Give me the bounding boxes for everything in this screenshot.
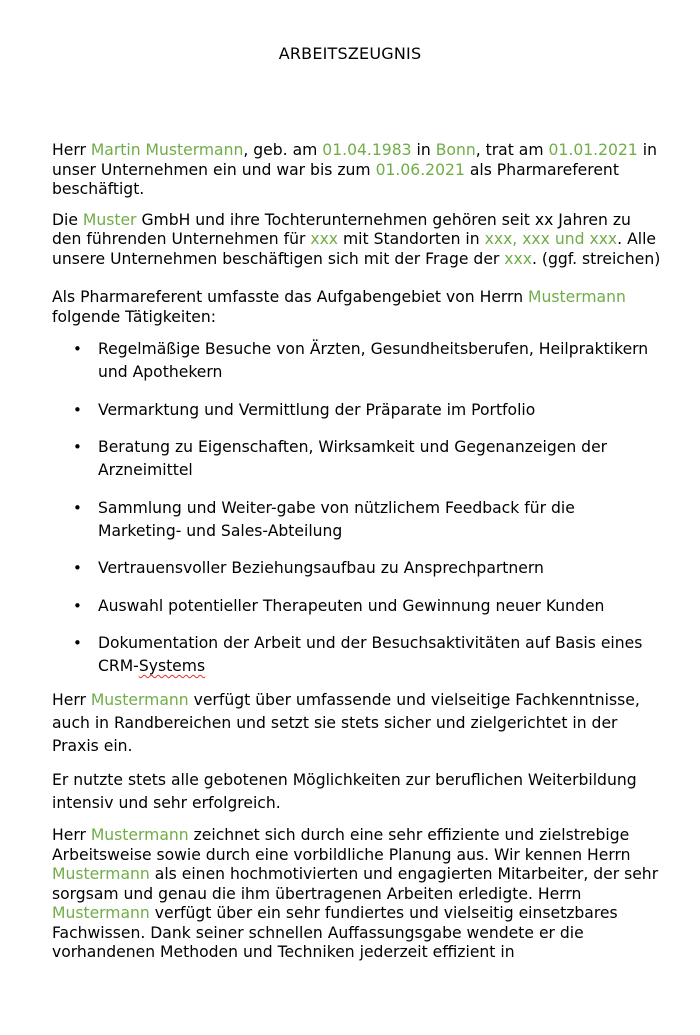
- end-date: 01.06.2021: [375, 160, 465, 179]
- text-segment: . Alle unsere Unternehmen beschäftigen sich mit der Frage der: [52, 230, 656, 268]
- bullet-icon: •: [73, 559, 82, 577]
- list-item: [52, 557, 662, 580]
- task-text: Beratung zu Eigenschaften, Wirksamkeit und Gegenanzeigen der Arzneimittel: [98, 438, 608, 479]
- task-list: [52, 338, 662, 678]
- list-item: [52, 632, 662, 678]
- employee-surname: Mustermann: [90, 826, 189, 844]
- employee-name: Martin Mustermann: [90, 141, 244, 159]
- skills-paragraph: [52, 689, 662, 758]
- start-date: 01.01.2021: [548, 141, 638, 159]
- text-segment: Herr: [52, 141, 91, 159]
- text-segment: Die: [52, 210, 83, 229]
- text-segment: GmbH und ihre Tochterunternehmen gehören seit xx Jahren zu den führenden Unternehmen für: [52, 210, 631, 248]
- bullet-icon: •: [73, 438, 82, 456]
- text-segment: Als Pharmareferent umfasste das Aufgabengebiet von Herrn: [52, 288, 529, 306]
- company-name: Muster: [82, 210, 137, 229]
- text-segment: , geb. am: [243, 141, 323, 159]
- employee-surname: Mustermann: [52, 865, 150, 883]
- employee-surname: Mustermann: [528, 288, 626, 306]
- task-text: Vertrauensvoller Beziehungsaufbau zu Ansprechpartnern: [98, 559, 544, 577]
- performance-paragraph: [52, 826, 662, 963]
- business-field: xxx: [310, 230, 339, 248]
- text-segment: in unser Unternehmen ein und war bis zum: [52, 141, 657, 179]
- task-text: Sammlung und Weiter-gabe von nützlichem Feedback für die Marketing- und Sales-Abteilung: [98, 498, 575, 540]
- bullet-icon: •: [73, 634, 82, 652]
- task-text: Dokumentation der Arbeit und der Besuchsaktivitäten auf Basis eines CRM-: [98, 634, 643, 675]
- text-segment: mit Standorten in: [338, 230, 485, 248]
- text-segment: , trat am: [475, 141, 549, 159]
- list-item: [52, 338, 662, 384]
- birth-place: Bonn: [435, 141, 476, 159]
- employee-surname: Mustermann: [52, 904, 150, 922]
- bullet-icon: •: [73, 340, 82, 358]
- tasks-intro-paragraph: [52, 288, 662, 327]
- text-segment: verfügt über ein sehr fundiertes und vielseitig einsetzbares Fachwissen. Dank seiner schnellen Auffassungsgabe wendete er die vorhandenen Methoden und Techniken jederzeit effizient in: [52, 904, 618, 961]
- task-text: Regelmäßige Besuche von Ärzten, Gesundheitsberufen, Heilpraktikern und Apothekern: [98, 340, 649, 381]
- text-segment: zeichnet sich durch eine sehr effiziente und zielstrebige Arbeitsweise sowie durch eine vorbildliche Planung aus. Wir kennen Herrn: [52, 826, 631, 864]
- text-segment: als einen hochmotivierten und engagierten Mitarbeiter, der sehr sorgsam und genau die ihm übertragenen Arbeiten erledigte. Herrn: [52, 865, 659, 903]
- text-segment: folgende Tätigkeiten:: [52, 307, 217, 326]
- text-segment: Herr: [52, 826, 91, 844]
- list-item: [52, 399, 662, 422]
- text-segment: als Pharmareferent beschäftigt.: [52, 160, 619, 198]
- employee-surname: Mustermann: [90, 691, 189, 709]
- document-title: ARBEITSZEUGNIS: [278, 44, 422, 63]
- bullet-icon: •: [73, 596, 82, 615]
- task-text: Vermarktung und Vermittlung der Präparate im Portfolio: [98, 400, 536, 419]
- birth-date: 01.04.1983: [322, 141, 412, 159]
- training-paragraph: Er nutzte stets alle gebotenen Möglichkeiten zur beruflichen Weiterbildung intensiv und sehr erfolgreich.: [52, 771, 637, 812]
- bullet-icon: •: [73, 498, 82, 517]
- task-text: Auswahl potentieller Therapeuten und Gewinnung neuer Kunden: [98, 596, 605, 615]
- text-segment: in: [411, 141, 436, 159]
- company-paragraph: [52, 211, 662, 270]
- spellcheck-flagged-word: Systems: [138, 657, 206, 675]
- intro-paragraph: [52, 141, 662, 200]
- text-segment: . (ggf. streichen): [531, 249, 661, 268]
- list-item: [52, 497, 662, 543]
- business-question: xxx: [504, 249, 532, 268]
- text-segment: verfügt über umfassende und vielseitige Fachkenntnisse, auch in Randbereichen und setzt sie stets sicher und zielgerichtet in der Praxis ein.: [52, 691, 640, 755]
- document-body: [52, 141, 662, 974]
- bullet-icon: •: [73, 400, 82, 419]
- list-item: [52, 436, 662, 482]
- text-segment: Herr: [52, 691, 91, 709]
- list-item: [52, 595, 662, 618]
- company-locations: xxx, xxx und xxx: [484, 230, 618, 248]
